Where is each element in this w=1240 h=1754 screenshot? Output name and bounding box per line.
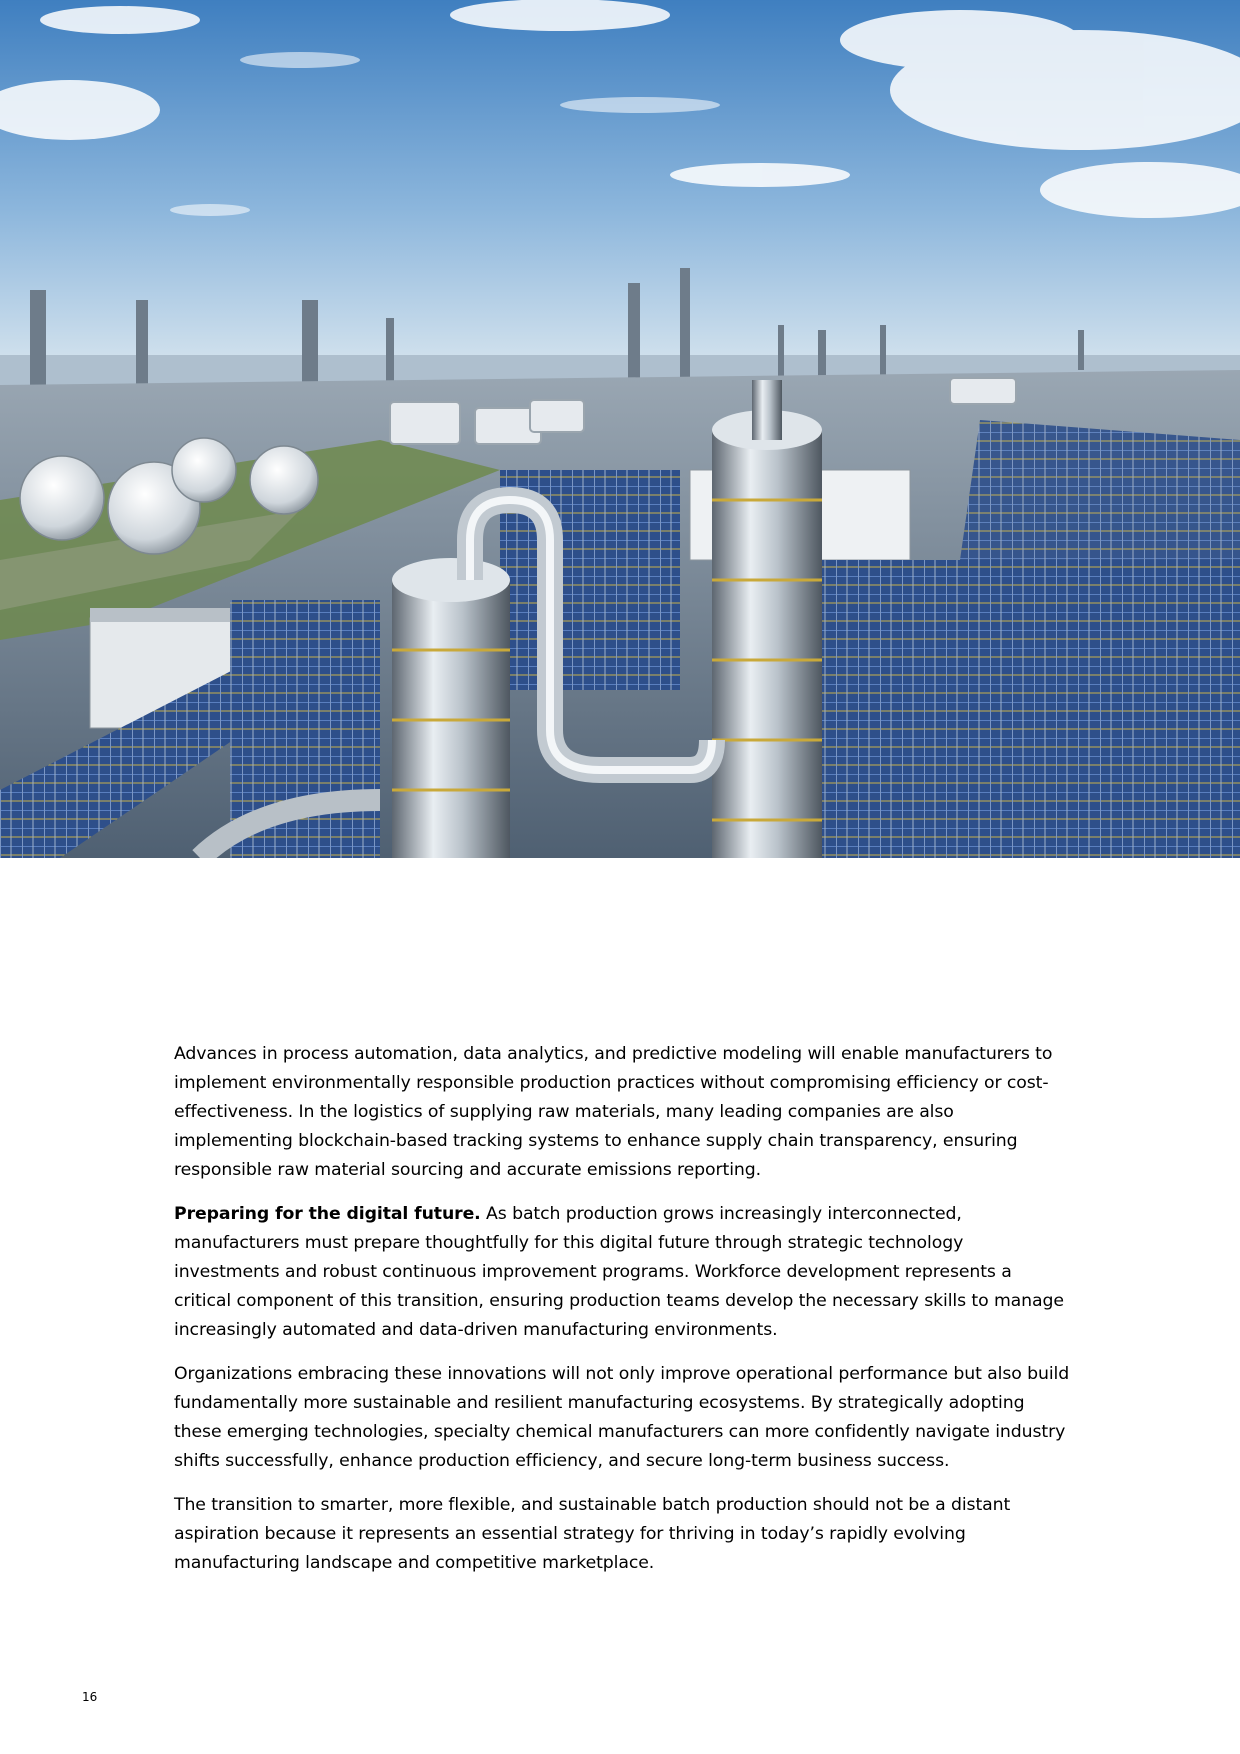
paragraph-4-text: The transition to smarter, more flexible, and sustainable batch production should not be a distant aspiration because it represents an essential strategy for thriving in today’s rapidly evolving manufacturing landscape and competitive marketplace. [174,1495,1011,1573]
body-text [174,1040,1074,1593]
hero-image-refinery [0,0,1240,858]
refinery-illustration [0,0,1240,858]
paragraph-1-text: Advances in process automation, data analytics, and predictive modeling will enable manufacturers to implement environmentally responsible production practices without compromising efficiency or cost-effectiveness. In the logistics of supplying raw materials, many leading companies are also implementing blockchain-based tracking systems to enhance supply chain transparency, ensuring responsible raw material sourcing and accurate emissions reporting. [174,1044,1053,1180]
page-number: 16 [82,1690,98,1704]
paragraph-3-text: Organizations embracing these innovations will not only improve operational performance but also build fundamentally more sustainable and resilient manufacturing ecosystems. By strategically adopting these emerging technologies, specialty chemical manufacturers can more confidently navigate industry shifts successfully, enhance production efficiency, and secure long-term business success. [174,1364,1070,1471]
paragraph-2 [174,1200,1074,1345]
paragraph-2-text: As batch production grows increasingly interconnected, manufacturers must prepare thoughtfully for this digital future through strategic technology investments and robust continuous improvement programs. Workforce development represents a critical component of this transition, ensuring production teams develop the necessary skills to manage increasingly automated and data-driven manufacturing environments. [174,1204,1064,1340]
paragraph-3 [174,1360,1074,1476]
paragraph-2-lead: Preparing for the digital future. [174,1204,481,1224]
paragraph-1 [174,1040,1074,1185]
paragraph-4 [174,1491,1074,1578]
